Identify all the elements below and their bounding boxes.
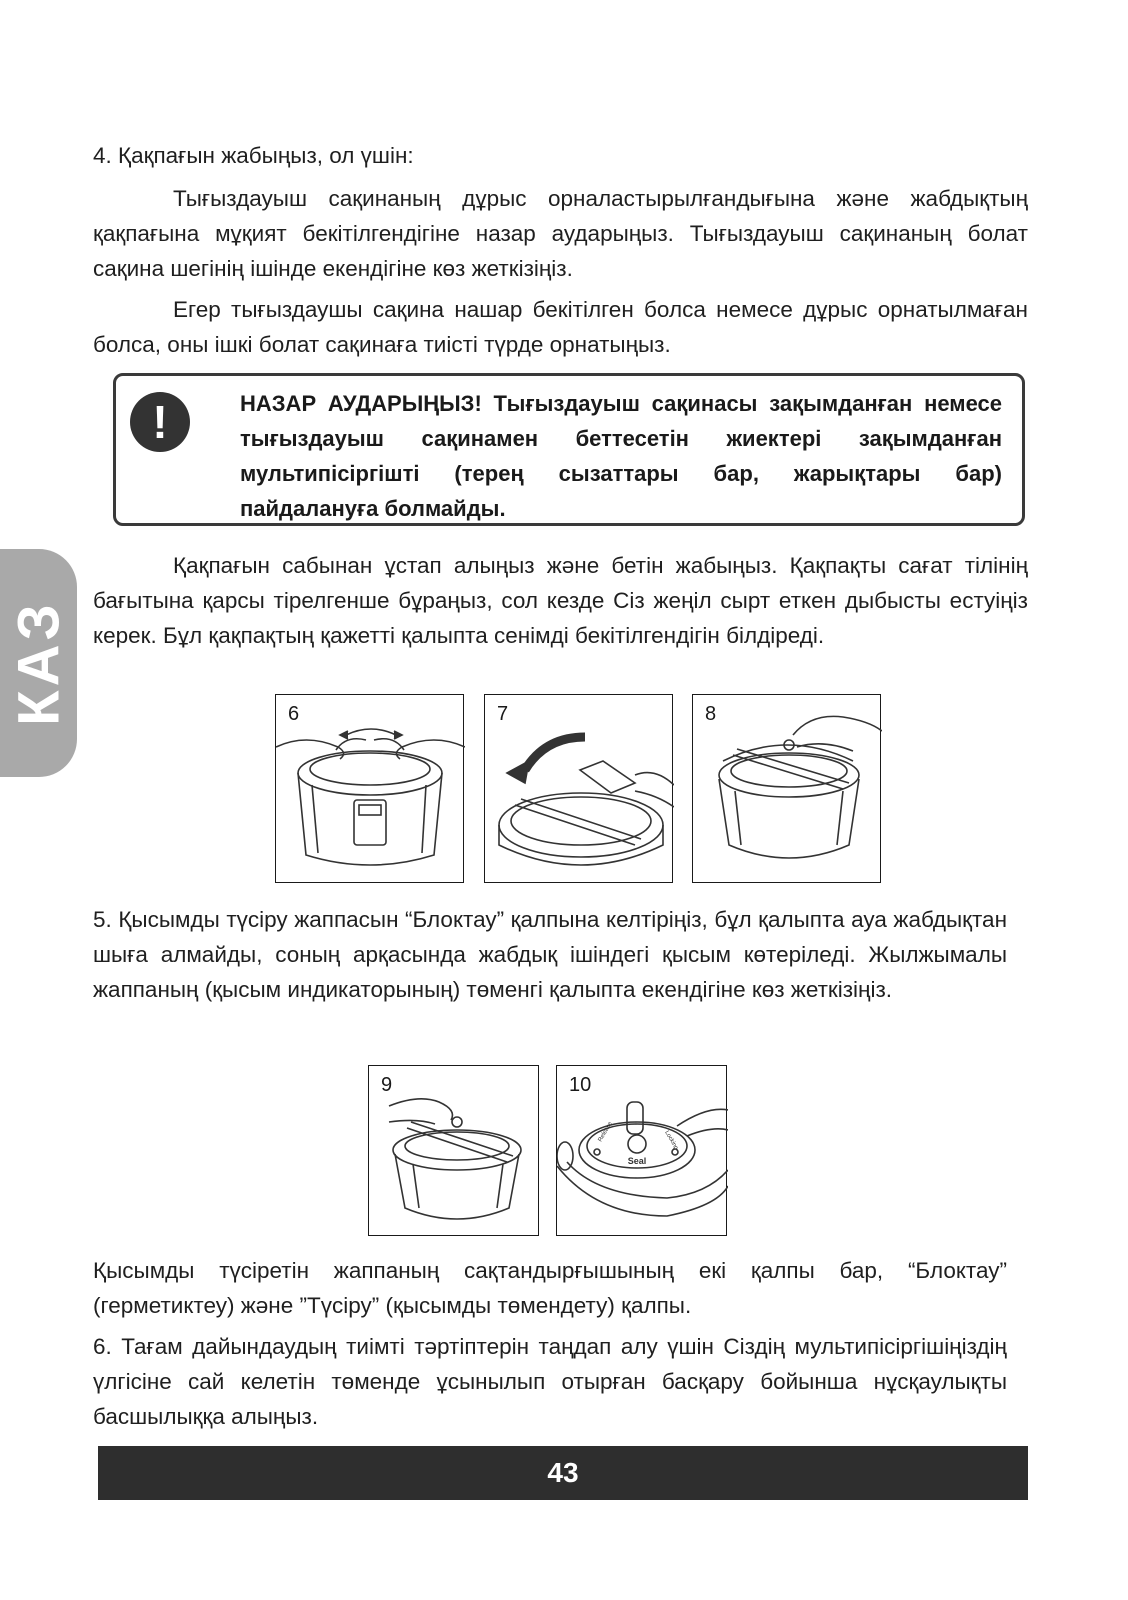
language-label: КАЗ xyxy=(6,600,71,726)
warning-text: НАЗАР АУДАРЫҢЫЗ! Тығыздауыш сақинасы зақымданған немесе тығыздауыш сақинамен беттесетін жиектері зақымданған мультипісіргішті (терең сызаттары бар, жарықтары бар) пайдалануға болмайды. xyxy=(240,391,1002,521)
figure-number: 10 xyxy=(569,1074,592,1096)
figure-number: 6 xyxy=(288,703,300,725)
step4-paragraph-1: Тығыздауыш сақинаның дұрыс орналастырылғандығына және жабдықтың қақпағына мұқият бекітілгендігіне назар аударыңыз. Тығыздауыш сақинаның болат сақина шегінің ішінде екендігіне көз жеткізіңіз. xyxy=(93,186,1028,281)
figure-6 xyxy=(275,694,464,883)
valve-handle-illustration xyxy=(369,1066,540,1237)
figure-number: 8 xyxy=(705,703,717,725)
lid-closing-paragraph: Қақпағын сабынан ұстап алыңыз және бетін жабыңыз. Қақпақты сағат тілінің бағытына қарсы тірелгенше бұраңыз, сол кезде Сіз жеңіл сырт еткен дыбысты естуіңіз керек. Бұл қақпақтың қажетті қалыпта сенімді бекітілгендігін білдіреді. xyxy=(93,553,1028,648)
language-side-tab xyxy=(0,549,77,777)
figure-number: 7 xyxy=(497,703,509,725)
page-footer xyxy=(98,1446,1028,1500)
exclamation-icon: ! xyxy=(130,392,190,452)
step4-heading: 4. Қақпағын жабыңыз, ол үшін: xyxy=(93,143,414,168)
valve-positions-paragraph: Қысымды түсіретін жаппаның сақтандырғышының екі қалпы бар, “Блоктау” (герметиктеу) және ”Түсіру” (қысымды төмендету) қалпы. xyxy=(93,1258,1007,1318)
figure-number: 9 xyxy=(381,1074,393,1096)
valve-locking-label: Locking xyxy=(663,1130,679,1151)
cooker-hands-lid-illustration xyxy=(276,695,465,884)
page-number: 43 xyxy=(547,1457,579,1488)
valve-release-label: Release xyxy=(597,1120,614,1143)
lid-locked-illustration xyxy=(693,695,882,884)
valve-seal-label: Seal xyxy=(627,1156,647,1166)
step5-paragraph: 5. Қысымды түсіру жаппасын “Блоктау” қалпына келтіріңіз, бұл қалыпта ауа жабдықтан шыға алмайды, соның арқасында жабдық ішіндегі қысым көтеріледі. Жылжымалы жаппаның (қысым индикаторының) төменгі қалыпта екендігіне көз жеткізіңіз. xyxy=(93,907,1007,1002)
figure-9 xyxy=(368,1065,539,1236)
figure-10 xyxy=(556,1065,727,1236)
step4-paragraph-2: Егер тығыздаушы сақина нашар бекітілген болса немесе дұрыс орнатылмаған болса, оны ішкі болат сақинаға тиісті түрде орнатыңыз. xyxy=(93,297,1028,357)
lid-rotation-illustration xyxy=(485,695,674,884)
figure-8 xyxy=(692,694,881,883)
figure-7 xyxy=(484,694,673,883)
step6-paragraph: 6. Тағам дайындаудың тиімті тәртіптерін таңдап алу үшін Сіздің мультипісіргішіңіздің үлгісіне сай келетін төменде ұсынылып отырған басқару бойынша нұсқаулықты басшылыққа алыңыз. xyxy=(93,1334,1007,1429)
